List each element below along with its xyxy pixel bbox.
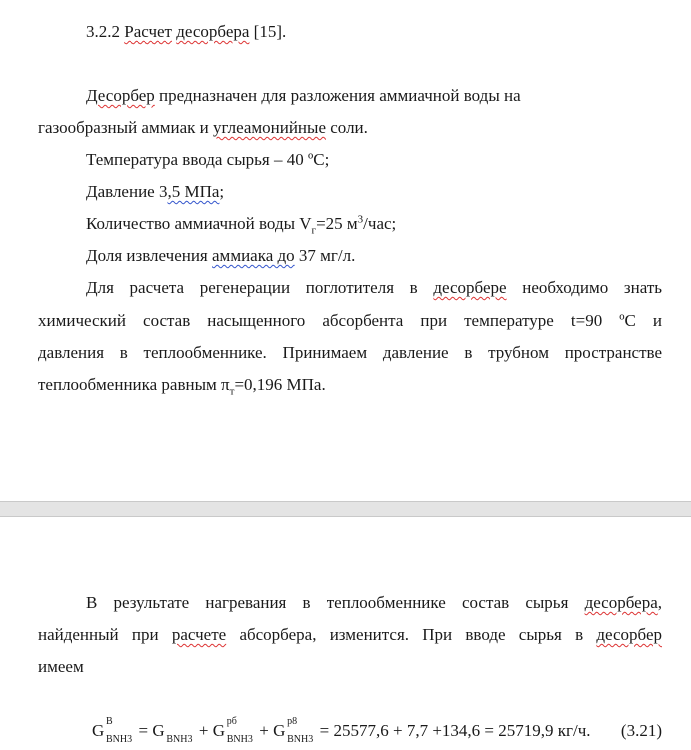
term-g-rb: G рб ВNH3 <box>212 716 253 745</box>
formula-3-21: G В ВNH3 = G ВNH3 + G рб ВNH3 + G р8 ВNH3 = 25577,6 + 7,7 +134,6 = 25719,9 кг/ч. (3.21) <box>92 716 662 745</box>
intro-line-1: Десорбер предназначен для разложения аммиачной воды на <box>86 86 521 105</box>
para-line-3: давления в теплообменнике. Принимаем давление в трубном пространстве <box>38 343 662 362</box>
param-water-volume: Количество аммиачной воды $V_г=25$ $м^3$/час; <box>86 213 397 237</box>
term-g-1: G ВNH3 <box>152 721 193 745</box>
para-line-2: химический состав насыщенного абсорбента при температуре t=90 ºС и <box>38 311 662 330</box>
para-line-4: теплообменника равным $\pi_т=0,196$ МПа. <box>38 375 326 398</box>
equation-number: (3.21) <box>620 721 662 740</box>
page-break-gap <box>0 501 691 517</box>
page2-line-3: имеем <box>38 657 84 676</box>
page2-line-1: В результате нагревания в теплообменнике состав сырья десорбера, <box>86 593 662 612</box>
param-temperature: Температура ввода сырья – 40 ºС; <box>86 150 330 169</box>
document-page-2 <box>0 517 691 745</box>
page2-line-2: найденный при расчете абсорбера, изменится. При вводе сырья в десорбер <box>38 625 662 644</box>
intro-line-2: газообразный аммиак и углеамонийные соли. <box>38 118 368 137</box>
term-g-r8: G р8 ВNH3 <box>273 716 314 745</box>
section-heading: 3.2.2 Расчет десорбера [15]. <box>86 22 287 41</box>
formula-value: = 25577,6 + 7,7 +134,6 = 25719,9 кг/ч. <box>315 721 591 740</box>
para-line-1: Для расчета регенерации поглотителя в десорбере необходимо знать <box>86 278 663 297</box>
term-g-total: G В ВNH3 <box>92 716 133 745</box>
param-pressure: Давление 3,5 МПа; <box>86 182 225 201</box>
param-extraction: Доля извлечения аммиака до 37 мг/л. <box>86 246 356 265</box>
